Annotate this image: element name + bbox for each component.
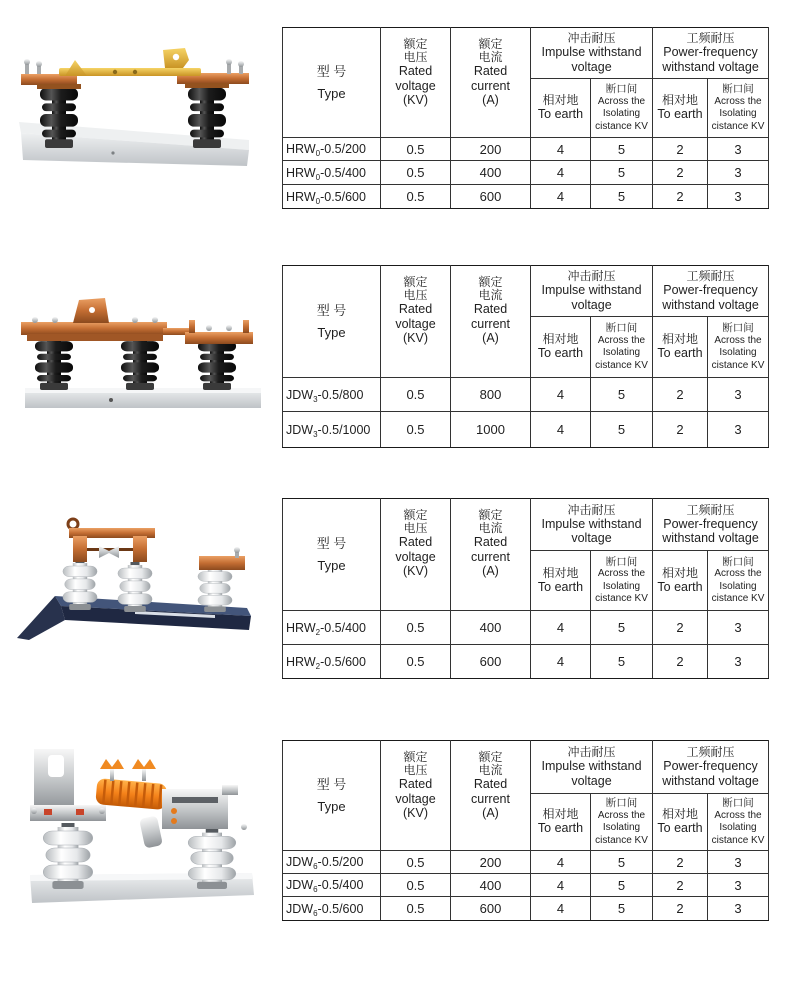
rated-current-line: current bbox=[471, 316, 510, 331]
white-insulator bbox=[43, 823, 92, 889]
impulse-header-line: 冲击耐压 bbox=[567, 31, 616, 45]
to-earth-line: To earth bbox=[537, 107, 584, 122]
to-earth-line: 相对地 bbox=[661, 332, 698, 347]
rated-current-cell: 800 bbox=[451, 378, 531, 412]
base-plate bbox=[25, 388, 261, 408]
type-header-line: Type bbox=[317, 85, 346, 101]
across-isolating-line: cistance KV bbox=[595, 120, 648, 132]
disconnect-switch-photo-1 bbox=[15, 40, 255, 170]
table-row bbox=[283, 138, 769, 161]
across-isolating-line: Isolating bbox=[602, 108, 641, 119]
model-cell bbox=[283, 185, 381, 209]
spec-table-1 bbox=[282, 27, 769, 209]
across-isolating-line: Across the bbox=[714, 568, 762, 579]
across-isolating-line: cistance KV bbox=[595, 593, 648, 604]
table-row bbox=[283, 185, 769, 209]
power-header-line: Power-frequency bbox=[663, 516, 758, 531]
power-header-line: Power-frequency bbox=[663, 283, 758, 297]
power-header-line: Power-frequency bbox=[663, 759, 758, 773]
across-isolating-line: cistance KV bbox=[711, 834, 765, 846]
power-across-cell: 3 bbox=[708, 611, 769, 645]
power-header-line: withstand voltage bbox=[662, 531, 759, 545]
across-isolating-line: Isolating bbox=[719, 108, 757, 119]
power-across-cell: 3 bbox=[708, 897, 769, 921]
across-isolating-line: cistance KV bbox=[711, 359, 765, 371]
across-isolating-line: cistance KV bbox=[595, 834, 648, 846]
rated-current-line: (A) bbox=[482, 806, 499, 820]
impulse-across-isolating-header bbox=[591, 794, 653, 851]
model-subscript: 2 bbox=[315, 627, 321, 637]
rated-voltage-cell: 0.5 bbox=[381, 412, 451, 448]
model-cell bbox=[283, 897, 381, 921]
power-across-cell: 3 bbox=[708, 851, 769, 874]
model-suffix: -0.5/600 bbox=[317, 901, 364, 916]
model-subscript: 2 bbox=[315, 661, 321, 671]
rated-current-line: 额定 bbox=[478, 275, 503, 289]
rated-current-line: Rated bbox=[473, 535, 508, 549]
power-to-earth-header bbox=[653, 79, 708, 138]
power-across-cell: 3 bbox=[708, 161, 769, 185]
model-subscript: 0 bbox=[315, 196, 321, 206]
to-earth-line: 相对地 bbox=[542, 565, 579, 580]
rated-voltage-line: Rated bbox=[398, 777, 433, 791]
impulse-across-cell: 5 bbox=[591, 378, 653, 412]
across-isolating-line: Across the bbox=[714, 95, 762, 107]
impulse-across-cell: 5 bbox=[591, 851, 653, 874]
power-header-line: withstand voltage bbox=[662, 773, 759, 788]
impulse-withstand-header bbox=[531, 499, 653, 551]
type-header-line: 型 号 bbox=[316, 302, 347, 318]
power-across-isolating-header bbox=[708, 794, 769, 851]
rated-voltage-line: 额定 bbox=[403, 275, 428, 289]
across-isolating-line: Across the bbox=[597, 809, 646, 821]
impulse-header-line: 冲击耐压 bbox=[567, 269, 616, 283]
rated-voltage-cell: 0.5 bbox=[381, 185, 451, 209]
power-to-earth-cell: 2 bbox=[653, 378, 708, 412]
to-earth-line: 相对地 bbox=[661, 93, 698, 108]
black-insulator bbox=[121, 338, 159, 390]
rated-voltage-cell: 0.5 bbox=[381, 874, 451, 897]
model-suffix: -0.5/200 bbox=[317, 855, 364, 869]
rated-voltage-cell: 0.5 bbox=[381, 897, 451, 921]
power-to-earth-cell: 2 bbox=[653, 138, 708, 161]
across-isolating-line: 断口间 bbox=[722, 83, 754, 95]
impulse-header-line: voltage bbox=[571, 531, 612, 545]
rated-current-line: Rated bbox=[473, 302, 508, 316]
type-header-line: Type bbox=[317, 557, 346, 573]
contact-box-right bbox=[162, 785, 238, 829]
impulse-to-earth-cell: 4 bbox=[531, 378, 591, 412]
power-header-line: 工频耐压 bbox=[686, 31, 735, 45]
power-to-earth-cell: 2 bbox=[653, 185, 708, 209]
impulse-header-line: Impulse withstand bbox=[541, 283, 642, 297]
model-suffix: -0.5/200 bbox=[320, 142, 366, 156]
model-cell bbox=[283, 138, 381, 161]
rated-voltage-line: (KV) bbox=[403, 93, 428, 107]
power-across-cell: 3 bbox=[708, 185, 769, 209]
to-earth-line: 相对地 bbox=[542, 93, 579, 108]
across-isolating-line: Across the bbox=[714, 809, 762, 821]
power-across-cell: 3 bbox=[708, 645, 769, 679]
across-isolating-line: Isolating bbox=[719, 580, 757, 592]
model-suffix: -0.5/400 bbox=[320, 165, 366, 180]
type-header bbox=[283, 266, 381, 378]
across-isolating-line: Isolating bbox=[719, 347, 757, 358]
type-header bbox=[283, 499, 381, 611]
power-across-cell: 3 bbox=[708, 378, 769, 412]
rated-voltage-cell: 0.5 bbox=[381, 851, 451, 874]
across-isolating-line: 断口间 bbox=[605, 83, 638, 95]
to-earth-line: To earth bbox=[657, 821, 703, 836]
model-prefix: HRW bbox=[286, 165, 316, 180]
model-subscript: 3 bbox=[313, 429, 318, 439]
impulse-across-cell: 5 bbox=[591, 161, 653, 185]
impulse-across-cell: 5 bbox=[591, 412, 653, 448]
impulse-header-line: voltage bbox=[571, 297, 612, 312]
table-row bbox=[283, 378, 769, 412]
power-to-earth-cell: 2 bbox=[653, 874, 708, 897]
rated-current-line: 额定 bbox=[478, 750, 503, 764]
header-row bbox=[283, 499, 769, 551]
rated-voltage-line: voltage bbox=[395, 549, 436, 564]
to-earth-line: 相对地 bbox=[542, 332, 579, 347]
spec-table-2 bbox=[282, 265, 769, 448]
rated-current-cell: 600 bbox=[451, 897, 531, 921]
across-isolating-line: Across the bbox=[597, 95, 646, 107]
power-to-earth-cell: 2 bbox=[653, 851, 708, 874]
model-suffix: -0.5/1000 bbox=[317, 422, 371, 437]
copper-terminal-right bbox=[199, 547, 245, 570]
across-isolating-line: cistance KV bbox=[711, 120, 765, 132]
disconnect-switch-photo-3 bbox=[15, 512, 255, 640]
to-earth-line: To earth bbox=[657, 579, 703, 594]
rated-current-cell: 400 bbox=[451, 161, 531, 185]
impulse-to-earth-cell: 4 bbox=[531, 611, 591, 645]
type-header-line: 型 号 bbox=[316, 776, 347, 792]
model-subscript: 6 bbox=[313, 862, 318, 871]
power-frequency-header bbox=[653, 28, 769, 79]
impulse-to-earth-cell: 4 bbox=[531, 645, 591, 679]
impulse-header-line: 冲击耐压 bbox=[567, 745, 616, 759]
power-across-isolating-header bbox=[708, 317, 769, 378]
rated-current-line: (A) bbox=[482, 331, 499, 345]
power-to-earth-cell: 2 bbox=[653, 412, 708, 448]
power-across-cell: 3 bbox=[708, 138, 769, 161]
impulse-header-line: voltage bbox=[571, 773, 612, 788]
rated-voltage-line: (KV) bbox=[403, 331, 428, 345]
to-earth-line: 相对地 bbox=[661, 565, 698, 580]
model-subscript: 6 bbox=[313, 885, 318, 894]
white-insulator bbox=[188, 829, 236, 889]
table-row bbox=[283, 897, 769, 921]
model-subscript: 0 bbox=[315, 172, 321, 182]
type-header-line: Type bbox=[317, 324, 346, 340]
rated-voltage-line: 额定 bbox=[403, 750, 428, 764]
copper-hinge-contact bbox=[68, 519, 155, 562]
rated-current-line: Rated bbox=[473, 777, 508, 791]
rated-current-cell: 1000 bbox=[451, 412, 531, 448]
copper-terminal-left bbox=[21, 74, 81, 89]
rated-current-line: (A) bbox=[482, 93, 499, 107]
type-header bbox=[283, 741, 381, 851]
rated-current-line: current bbox=[471, 791, 510, 806]
impulse-withstand-header bbox=[531, 266, 653, 317]
power-to-earth-cell: 2 bbox=[653, 897, 708, 921]
model-prefix: JDW bbox=[286, 878, 314, 892]
impulse-to-earth-header bbox=[531, 79, 591, 138]
model-suffix: -0.5/400 bbox=[317, 878, 364, 892]
impulse-to-earth-header bbox=[531, 794, 591, 851]
rated-current-header bbox=[451, 266, 531, 378]
impulse-across-isolating-header bbox=[591, 79, 653, 138]
rated-voltage-line: 额定 bbox=[403, 37, 428, 51]
impulse-across-cell: 5 bbox=[591, 611, 653, 645]
wing-nuts bbox=[100, 759, 156, 781]
impulse-across-cell: 5 bbox=[591, 185, 653, 209]
rated-voltage-cell: 0.5 bbox=[381, 138, 451, 161]
model-suffix: -0.5/600 bbox=[320, 654, 366, 669]
impulse-to-earth-cell: 4 bbox=[531, 161, 591, 185]
rated-current-line: 电流 bbox=[478, 521, 503, 535]
type-header-line: 型 号 bbox=[316, 535, 347, 551]
to-earth-line: To earth bbox=[537, 579, 584, 594]
orange-insulated-tube bbox=[95, 778, 167, 810]
rated-current-cell: 400 bbox=[451, 611, 531, 645]
rated-voltage-cell: 0.5 bbox=[381, 645, 451, 679]
hanging-cylinder bbox=[139, 815, 163, 848]
model-prefix: HRW bbox=[286, 620, 316, 635]
power-frequency-header bbox=[653, 741, 769, 794]
white-insulator bbox=[63, 560, 97, 610]
impulse-header-line: 冲击耐压 bbox=[567, 502, 616, 517]
impulse-across-cell: 5 bbox=[591, 645, 653, 679]
rated-voltage-header bbox=[381, 499, 451, 611]
impulse-to-earth-cell: 4 bbox=[531, 897, 591, 921]
table-row bbox=[283, 161, 769, 185]
model-cell bbox=[283, 378, 381, 412]
power-to-earth-header bbox=[653, 794, 708, 851]
model-prefix: JDW bbox=[286, 901, 314, 916]
white-insulator bbox=[198, 566, 232, 612]
impulse-to-earth-cell: 4 bbox=[531, 874, 591, 897]
header-row bbox=[283, 266, 769, 317]
impulse-header-line: Impulse withstand bbox=[541, 516, 642, 531]
model-cell bbox=[283, 851, 381, 874]
terminal-bolts bbox=[24, 59, 244, 74]
type-header-line: 型 号 bbox=[316, 63, 347, 79]
impulse-withstand-header bbox=[531, 741, 653, 794]
power-header-line: 工频耐压 bbox=[686, 502, 735, 517]
model-subscript: 6 bbox=[313, 908, 318, 918]
across-isolating-line: Isolating bbox=[602, 822, 641, 833]
table-row bbox=[283, 874, 769, 897]
impulse-to-earth-header bbox=[531, 551, 591, 611]
to-earth-line: 相对地 bbox=[542, 807, 579, 822]
rated-voltage-line: voltage bbox=[395, 78, 436, 93]
rated-current-header bbox=[451, 28, 531, 138]
power-to-earth-header bbox=[653, 317, 708, 378]
model-prefix: JDW bbox=[286, 422, 314, 437]
model-prefix: JDW bbox=[286, 387, 314, 402]
to-earth-line: To earth bbox=[657, 107, 703, 122]
across-isolating-line: 断口间 bbox=[605, 797, 638, 809]
copper-terminal-right bbox=[185, 320, 253, 344]
spec-table-4 bbox=[282, 740, 769, 921]
model-cell bbox=[283, 161, 381, 185]
model-cell bbox=[283, 412, 381, 448]
black-insulator bbox=[198, 338, 236, 390]
impulse-to-earth-cell: 4 bbox=[531, 185, 591, 209]
across-isolating-line: 断口间 bbox=[605, 555, 638, 568]
rated-voltage-header bbox=[381, 266, 451, 378]
power-across-isolating-header bbox=[708, 79, 769, 138]
impulse-to-earth-cell: 4 bbox=[531, 851, 591, 874]
power-across-cell: 3 bbox=[708, 412, 769, 448]
model-prefix: JDW bbox=[286, 855, 314, 869]
rated-current-header bbox=[451, 741, 531, 851]
rated-voltage-line: (KV) bbox=[403, 806, 428, 820]
rated-current-cell: 400 bbox=[451, 874, 531, 897]
rated-voltage-line: voltage bbox=[395, 316, 436, 331]
power-to-earth-header bbox=[653, 551, 708, 611]
impulse-to-earth-header bbox=[531, 317, 591, 378]
model-cell bbox=[283, 874, 381, 897]
model-suffix: -0.5/400 bbox=[320, 620, 366, 635]
to-earth-line: To earth bbox=[537, 821, 584, 836]
rated-voltage-line: Rated bbox=[398, 535, 433, 549]
rated-voltage-header bbox=[381, 28, 451, 138]
hook-plate-left bbox=[30, 749, 106, 821]
across-isolating-line: cistance KV bbox=[711, 593, 765, 604]
header-row bbox=[283, 741, 769, 794]
to-earth-line: To earth bbox=[537, 346, 584, 361]
rated-voltage-header bbox=[381, 741, 451, 851]
rated-voltage-line: (KV) bbox=[403, 564, 428, 578]
rated-voltage-line: 额定 bbox=[403, 508, 428, 522]
rated-voltage-cell: 0.5 bbox=[381, 378, 451, 412]
to-earth-line: 相对地 bbox=[661, 807, 698, 822]
disconnect-switch-photo-4 bbox=[22, 745, 262, 910]
disconnect-switch-photo-2 bbox=[15, 292, 265, 414]
rated-voltage-line: 电压 bbox=[403, 50, 428, 64]
power-across-isolating-header bbox=[708, 551, 769, 611]
power-header-line: withstand voltage bbox=[662, 59, 759, 74]
model-subscript: 3 bbox=[313, 394, 318, 404]
rated-voltage-line: 电压 bbox=[403, 521, 428, 535]
rated-current-line: (A) bbox=[482, 564, 499, 578]
across-isolating-line: Across the bbox=[597, 334, 646, 346]
impulse-to-earth-cell: 4 bbox=[531, 412, 591, 448]
across-isolating-line: 断口间 bbox=[605, 322, 638, 334]
power-header-line: 工频耐压 bbox=[686, 745, 735, 759]
rated-current-cell: 600 bbox=[451, 645, 531, 679]
type-header bbox=[283, 28, 381, 138]
power-to-earth-cell: 2 bbox=[653, 161, 708, 185]
model-cell bbox=[283, 611, 381, 645]
table-row bbox=[283, 645, 769, 679]
power-frequency-header bbox=[653, 266, 769, 317]
rated-current-line: 电流 bbox=[478, 288, 503, 302]
copper-hinge-contact bbox=[21, 298, 193, 341]
rated-voltage-line: Rated bbox=[398, 302, 433, 316]
impulse-withstand-header bbox=[531, 28, 653, 79]
across-isolating-line: Isolating bbox=[602, 347, 641, 358]
rated-current-line: current bbox=[471, 78, 510, 93]
power-to-earth-cell: 2 bbox=[653, 611, 708, 645]
across-isolating-line: Isolating bbox=[602, 580, 641, 592]
power-header-line: 工频耐压 bbox=[686, 269, 735, 283]
power-frequency-header bbox=[653, 499, 769, 551]
rated-voltage-line: voltage bbox=[395, 791, 436, 806]
impulse-across-cell: 5 bbox=[591, 897, 653, 921]
model-cell bbox=[283, 645, 381, 679]
white-insulator bbox=[118, 562, 152, 612]
rated-current-line: Rated bbox=[473, 64, 508, 78]
model-prefix: HRW bbox=[286, 654, 316, 669]
table-row bbox=[283, 611, 769, 645]
spec-table-3 bbox=[282, 498, 769, 679]
to-earth-line: To earth bbox=[657, 346, 703, 361]
rated-current-line: 额定 bbox=[478, 508, 503, 522]
across-isolating-line: Across the bbox=[714, 334, 762, 346]
impulse-header-line: Impulse withstand bbox=[541, 759, 642, 773]
rated-current-line: 额定 bbox=[478, 37, 503, 51]
rated-current-line: 电流 bbox=[478, 763, 503, 777]
header-row bbox=[283, 28, 769, 79]
operating-arm bbox=[59, 48, 201, 76]
across-isolating-line: Across the bbox=[597, 568, 646, 579]
power-header-line: withstand voltage bbox=[662, 297, 759, 312]
rated-voltage-cell: 0.5 bbox=[381, 161, 451, 185]
across-isolating-line: 断口间 bbox=[722, 797, 754, 809]
model-prefix: HRW bbox=[286, 142, 316, 156]
across-isolating-line: Isolating bbox=[719, 822, 757, 833]
across-isolating-line: cistance KV bbox=[595, 359, 648, 371]
rated-current-cell: 600 bbox=[451, 185, 531, 209]
black-insulator bbox=[35, 338, 73, 390]
rated-voltage-line: 电压 bbox=[403, 288, 428, 302]
impulse-across-isolating-header bbox=[591, 551, 653, 611]
impulse-across-cell: 5 bbox=[591, 874, 653, 897]
power-header-line: Power-frequency bbox=[663, 45, 758, 59]
model-suffix: -0.5/800 bbox=[317, 387, 364, 402]
rated-current-header bbox=[451, 499, 531, 611]
across-isolating-line: 断口间 bbox=[722, 555, 754, 568]
model-subscript: 0 bbox=[315, 149, 321, 158]
power-to-earth-cell: 2 bbox=[653, 645, 708, 679]
power-across-cell: 3 bbox=[708, 874, 769, 897]
impulse-across-isolating-header bbox=[591, 317, 653, 378]
rated-current-cell: 200 bbox=[451, 138, 531, 161]
rated-voltage-line: 电压 bbox=[403, 763, 428, 777]
rated-voltage-cell: 0.5 bbox=[381, 611, 451, 645]
model-suffix: -0.5/600 bbox=[320, 189, 366, 204]
rated-voltage-line: Rated bbox=[398, 64, 433, 78]
across-isolating-line: 断口间 bbox=[722, 322, 754, 334]
rated-current-line: current bbox=[471, 549, 510, 564]
rated-current-line: 电流 bbox=[478, 50, 503, 64]
model-prefix: HRW bbox=[286, 189, 316, 204]
table-row bbox=[283, 851, 769, 874]
impulse-to-earth-cell: 4 bbox=[531, 138, 591, 161]
impulse-header-line: voltage bbox=[571, 59, 612, 74]
type-header-line: Type bbox=[317, 798, 346, 814]
impulse-header-line: Impulse withstand bbox=[541, 45, 642, 59]
table-row bbox=[283, 412, 769, 448]
rated-current-cell: 200 bbox=[451, 851, 531, 874]
impulse-across-cell: 5 bbox=[591, 138, 653, 161]
